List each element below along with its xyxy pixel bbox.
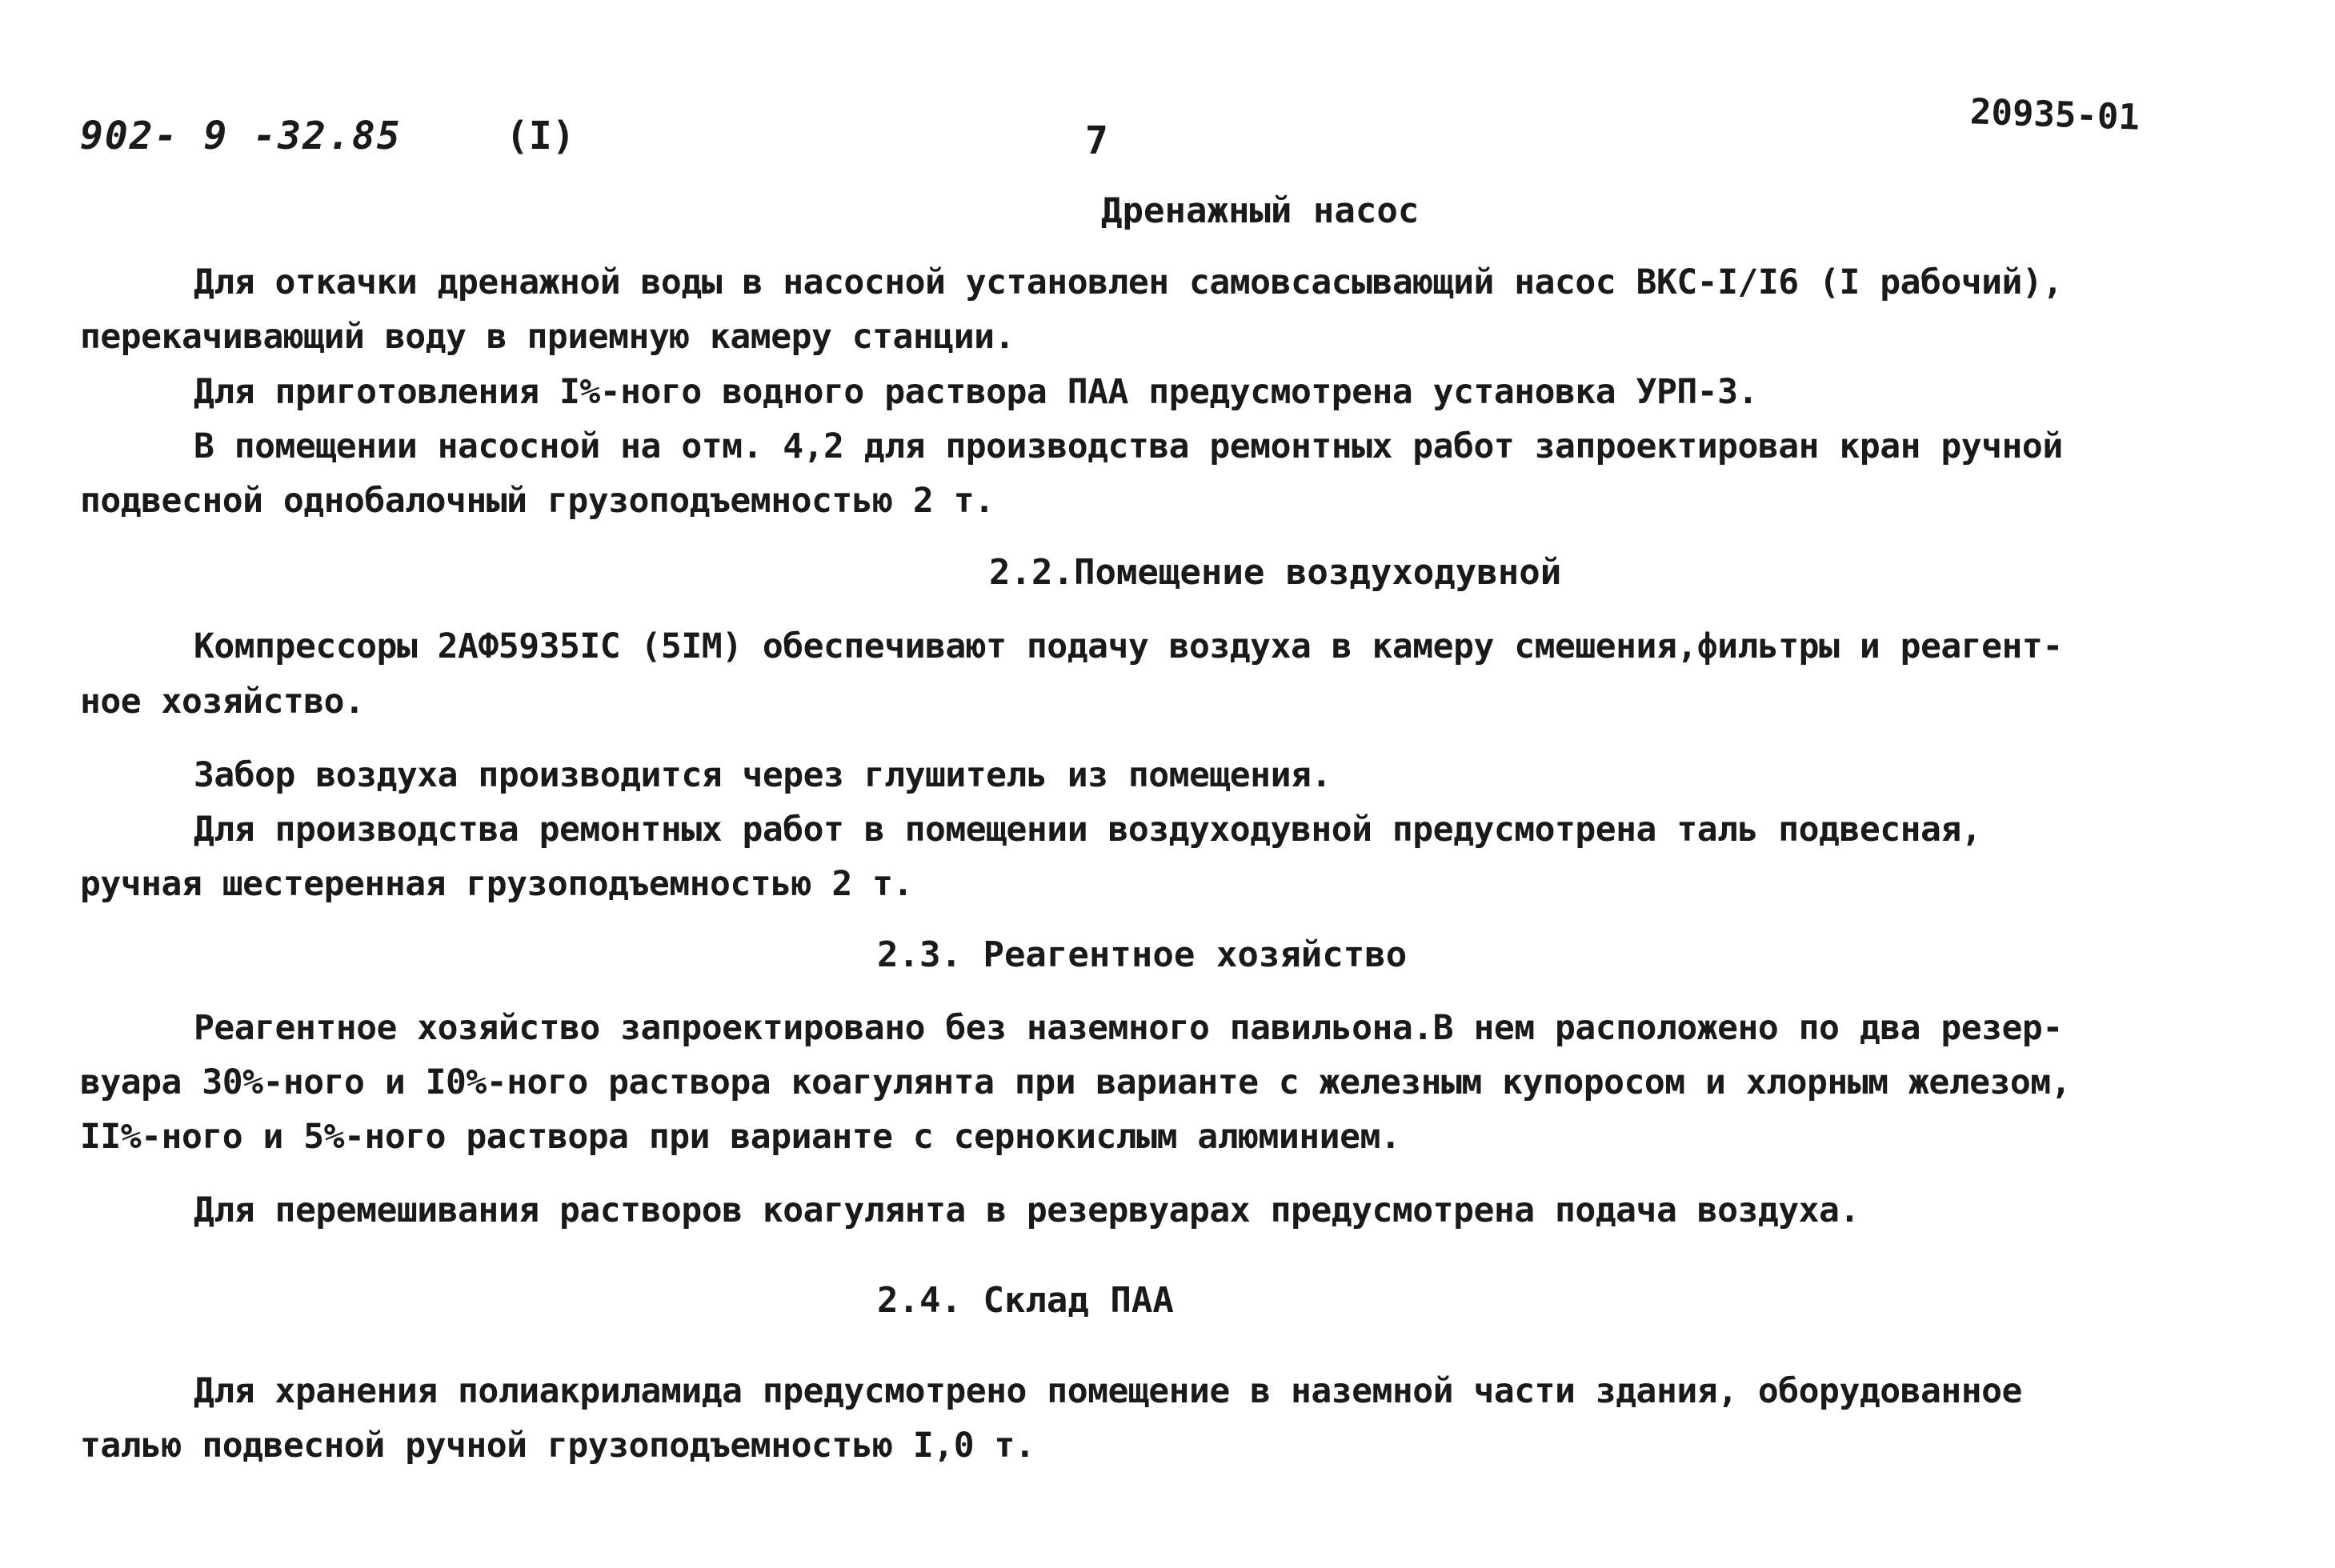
paragraph-line: II%-ного и 5%-ного раствора при варианте с сернокислым алюминием.: [80, 1117, 1401, 1157]
paragraph-line: перекачивающий воду в приемную камеру станции.: [80, 317, 1015, 357]
paragraph-line: подвесной однобалочный грузоподъемностью 2 т.: [80, 481, 995, 521]
archive-stamp: 20935-01: [1969, 91, 2141, 138]
paragraph-line: талью подвесной ручной грузоподъемностью I,0 т.: [80, 1426, 1035, 1466]
paragraph-line: Забор воздуха производится через глушитель из помещения.: [194, 755, 1332, 795]
paragraph-line: Для производства ремонтных работ в помещении воздуходувной предусмотрена таль подвесная,: [194, 810, 1982, 850]
paragraph-line: Для откачки дренажной воды в насосной установлен самовсасывающий насос ВКС-I/I6 (I рабочий),: [194, 262, 2063, 302]
paragraph-line: Реагентное хозяйство запроектировано без наземного павильона.В нем расположено по два резер-: [194, 1008, 2063, 1048]
paragraph-line: Компрессоры 2АФ5935IС (5IМ) обеспечивают подачу воздуха в камеру смешения,фильтры и реагент-: [194, 626, 2063, 666]
document-part: (I): [506, 114, 575, 158]
section-title-reagent-facility: 2.3. Реагентное хозяйство: [877, 934, 1408, 975]
document-code: 902- 9 -32.85: [80, 114, 402, 158]
page-number: 7: [1085, 118, 1108, 163]
paragraph-line: В помещении насосной на отм. 4,2 для производства ремонтных работ запроектирован кран ручной: [194, 426, 2063, 466]
paragraph-line: ручная шестеренная грузоподъемностью 2 т.: [80, 864, 913, 904]
paragraph-line: Для хранения полиакриламида предусмотрено помещение в наземной части здания, оборудованное: [194, 1371, 2022, 1411]
paragraph-line: ное хозяйство.: [80, 682, 365, 722]
paragraph-line: вуара 30%-ного и I0%-ного раствора коагулянта при варианте с железным купоросом и хлорным железом,: [80, 1062, 2072, 1102]
section-title-blower-room: 2.2.Помещение воздуходувной: [989, 552, 1562, 593]
section-title-drainage-pump: Дренажный насос: [1101, 190, 1420, 231]
paragraph-line: Для перемешивания растворов коагулянта в резервуарах предусмотрена подача воздуха.: [194, 1190, 1860, 1230]
section-title-paa-warehouse: 2.4. Склад ПАА: [877, 1280, 1174, 1321]
paragraph-line: Для приготовления I%-ного водного раствора ПАА предусмотрена установка УРП-3.: [194, 372, 1758, 412]
